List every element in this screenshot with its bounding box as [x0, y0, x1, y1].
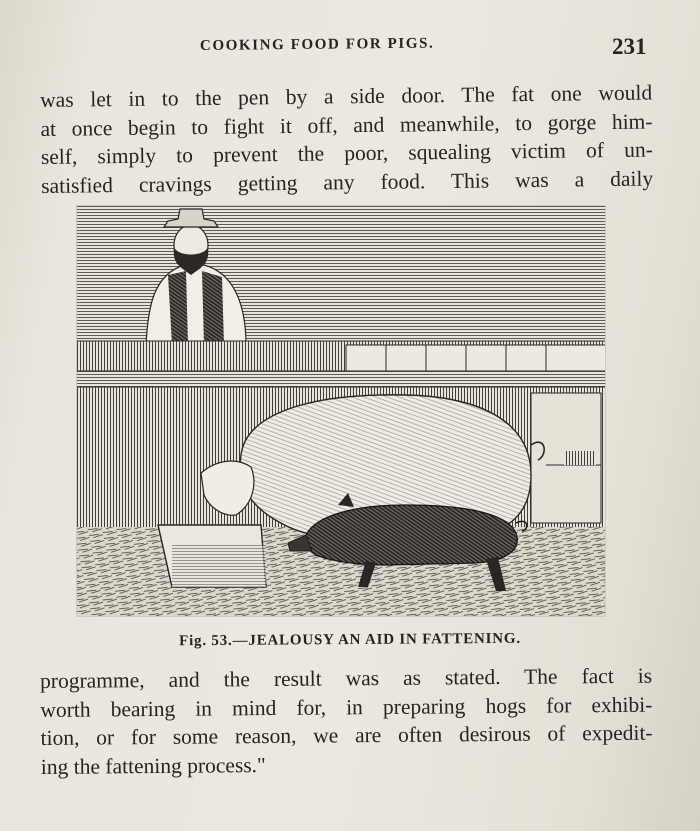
text-line: tion, or for some reason, we are often desirous of expedit- [40, 720, 653, 751]
page-number: 231 [612, 34, 647, 59]
figure-label: Fig. 53. [179, 632, 233, 650]
paragraph-bottom [40, 662, 653, 782]
figure-caption [0, 630, 700, 652]
engraving-illustration [76, 205, 606, 617]
text-line: satisfied cravings getting any food. This was a daily [41, 166, 654, 198]
running-head [0, 34, 700, 64]
text-line: ing the fattening process." [40, 752, 266, 779]
text-line: was let in to the pen by a side door. The fat one would [40, 80, 653, 112]
text-line: worth bearing in mind for, in preparing hogs for exhibi- [40, 692, 653, 722]
figure-caption-text: —JEALOUSY AN AID IN FATTENING. [232, 630, 521, 649]
trough [158, 525, 266, 587]
chapter-title: COOKING FOOD FOR PIGS. [199, 35, 435, 54]
text-line: programme, and the result was as stated. The fact is [40, 663, 653, 693]
text-line: self, simply to prevent the poor, squealing victim of un- [40, 137, 653, 170]
text-line: at once begin to fight it off, and meanwhile, to gorge him- [40, 109, 653, 141]
paragraph-top [40, 79, 653, 201]
